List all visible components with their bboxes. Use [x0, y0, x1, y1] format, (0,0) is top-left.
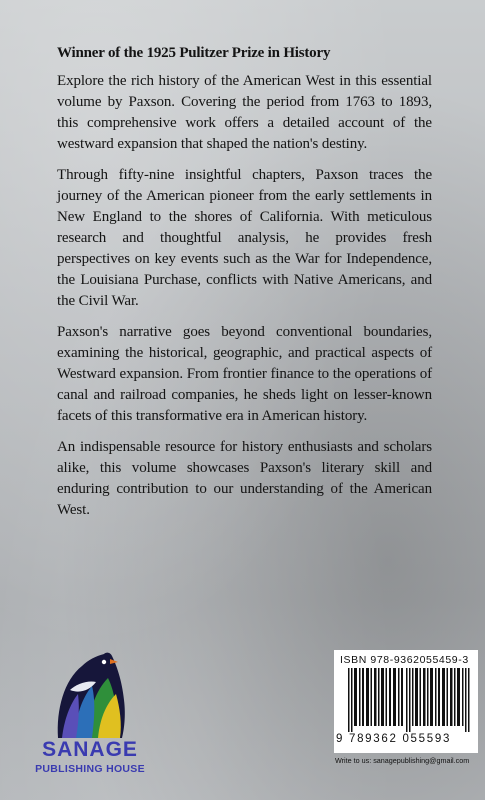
blurb-paragraph-2: Through fifty-nine insightful chapters, Paxson traces the journey of the American pioneer from the early settlements in New England to the shores of California. With meticulous research and thoughtful analysis, he provides fresh perspectives on key events such as the War for Independence, the Louisiana Purchase, conflicts with Native Americans, and the Civil War.: [57, 167, 432, 309]
publisher-name: SANAGE: [42, 738, 138, 761]
award-heading: Winner of the 1925 Pulitzer Prize in History: [57, 45, 331, 61]
isbn-label: ISBN 978-9362055459-3: [340, 654, 469, 666]
blurb-paragraph-1: Explore the rich history of the American West in this essential volume by Paxson. Covering the period from 1763 to 1893, this comprehensive work offers a detailed account of the westward expansion that shaped the nation's destiny.: [57, 73, 432, 152]
isbn-barcode: [334, 650, 478, 753]
barcode-digits: 9 789362 055593: [336, 733, 452, 745]
blurb-paragraph-3: Paxson's narrative goes beyond conventional boundaries, examining the historical, geographic, and practical aspects of Westward expansion. From frontier finance to the operations of canal and railroad companies, he sheds light on lesser-known facets of this transformative era in American history.: [57, 324, 432, 424]
barcode-bars: [348, 668, 470, 732]
blurb-text-block: [57, 44, 432, 531]
blurb-paragraph-4: An indispensable resource for history enthusiasts and scholars alike, this volume showcases Paxson's literary skill and enduring contribution to our understanding of the American West.: [57, 439, 432, 518]
publisher-logo: [26, 650, 154, 778]
publisher-subtitle: PUBLISHING HOUSE: [35, 763, 145, 775]
penguin-logo-icon: [52, 650, 128, 740]
publisher-contact: Write to us: sanagepublishing@gmail.com: [335, 756, 470, 765]
